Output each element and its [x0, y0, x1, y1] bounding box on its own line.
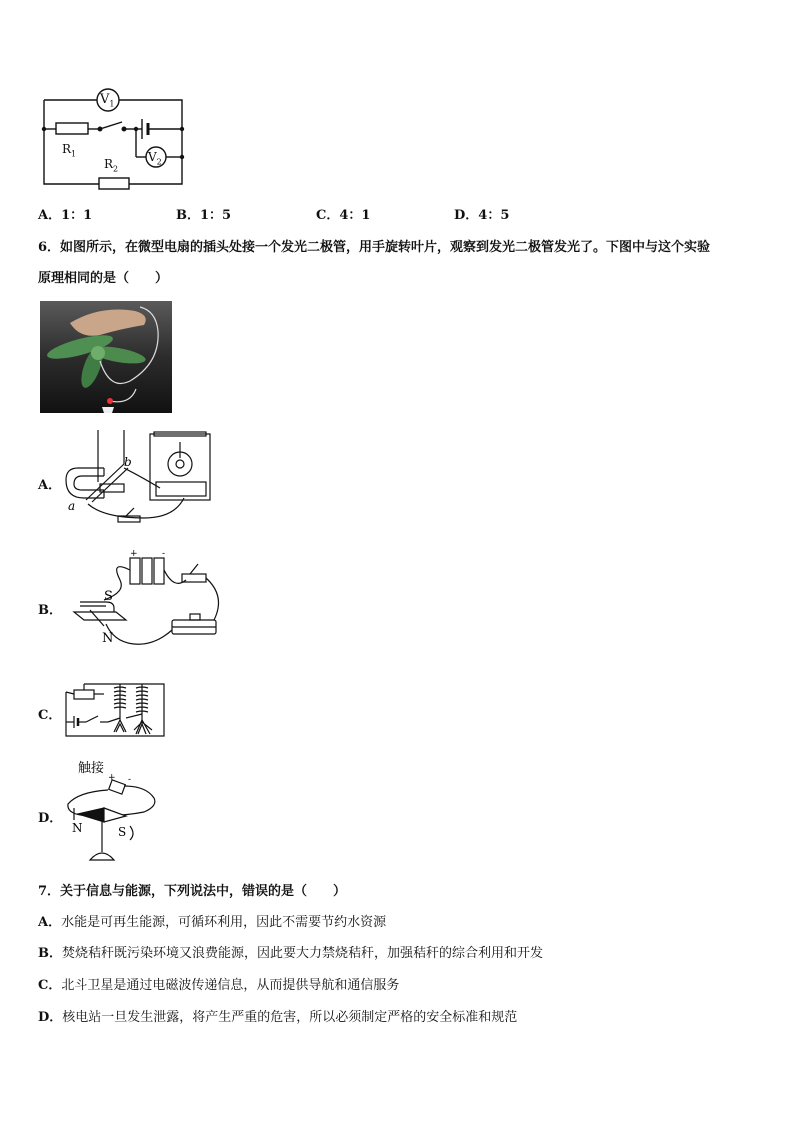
magnet-s-label: S	[104, 589, 113, 604]
q5-option-a[interactable]: A．1：1	[38, 208, 93, 223]
q6-option-d-label[interactable]: D．	[38, 811, 63, 826]
q7-option-c[interactable]: C．北斗卫星是通过电磁波传递信息，从而提供导航和通信服务	[38, 978, 400, 993]
q6-option-a-label[interactable]: A．	[38, 478, 62, 493]
q6-stem-line2: 原理相同的是（ ）	[38, 271, 169, 286]
battery-plus-label: +	[130, 550, 138, 559]
q6-stem-line1: 6．如图所示，在微型电扇的插头处接一个发光二极管，用手旋转叶片，观察到发光二极管发光了。下图中与这个实验	[38, 240, 711, 255]
v2-label: $V_2$	[148, 150, 162, 167]
q6-option-b-diagram	[64, 550, 232, 662]
q6-option-b-label[interactable]: B．	[38, 603, 62, 618]
label-b: b	[124, 455, 132, 469]
q6-option-a-diagram	[64, 428, 220, 538]
fan-led-photo	[40, 301, 172, 413]
resistor-r1-symbol	[56, 123, 88, 134]
q7-option-b[interactable]: B．焚烧秸秆既污染环境又浪费能源，因此要大力禁烧秸秆，加强秸秆的综合利用和开发	[38, 946, 544, 961]
contact-label: 触接	[78, 761, 105, 776]
battery-plus-label-d: +	[108, 773, 116, 783]
q6-option-d-diagram	[64, 756, 160, 868]
q7-option-a[interactable]: A．水能是可再生能源，可循环利用，因此不需要节约水资源	[38, 915, 387, 930]
v1-label: $V_1$	[100, 92, 115, 109]
label-a: a	[68, 499, 76, 513]
q6-option-c-diagram	[64, 680, 168, 742]
compass-s-label: S	[118, 825, 127, 839]
q7-option-d[interactable]: D．核电站一旦发生泄露，将产生严重的危害，所以必须制定严格的安全标准和规范	[38, 1010, 518, 1025]
r1-label: $R_1$	[62, 142, 77, 159]
q7-stem: 7．关于信息与能源，下列说法中，错误的是（ ）	[38, 884, 347, 899]
magnet-n-label: N	[102, 631, 114, 646]
q5-options	[38, 207, 558, 227]
r2-label: $R_2$	[104, 157, 119, 174]
q6-option-c-label[interactable]: C．	[38, 708, 62, 723]
battery-minus-label-d: -	[128, 775, 132, 785]
q5-option-b[interactable]: B．1：5	[176, 208, 232, 223]
q5-option-d[interactable]: D．4：5	[454, 208, 510, 223]
q5-option-c[interactable]: C．4：1	[316, 208, 371, 223]
battery-minus-label: -	[162, 550, 166, 559]
compass-n-label: N	[72, 821, 83, 835]
